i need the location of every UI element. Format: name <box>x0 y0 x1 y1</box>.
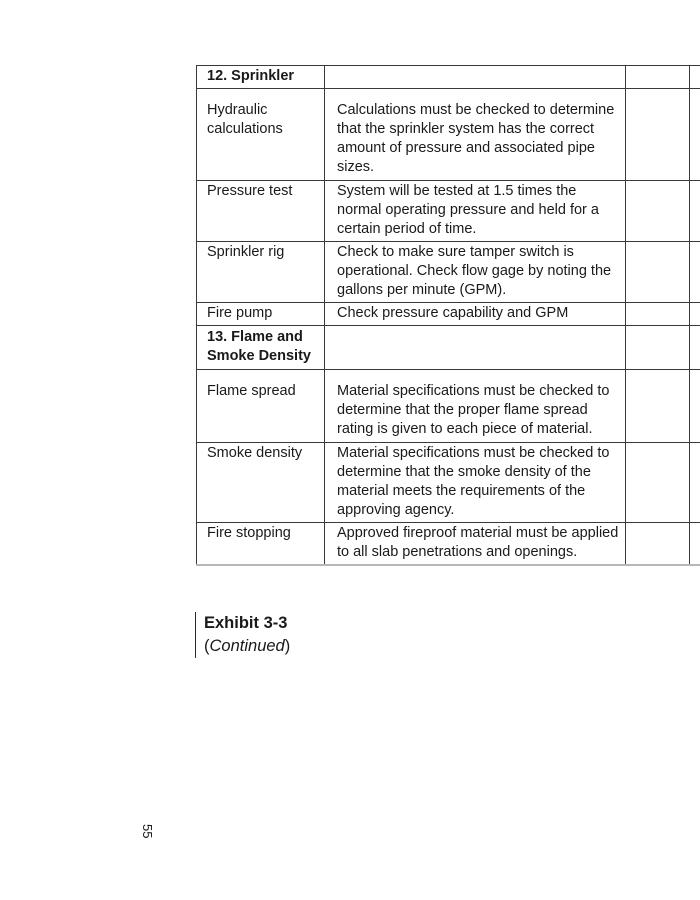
row-description <box>325 66 626 89</box>
table-row <box>197 66 700 89</box>
row-item: Flame spread <box>197 370 325 443</box>
table-row <box>197 443 700 523</box>
blank-cell <box>626 181 690 242</box>
row-description: Check to make sure tamper switch is operational. Check flow gage by noting the gallons per minute (GPM). <box>325 242 626 303</box>
row-item: Sprinkler rig <box>197 242 325 303</box>
subtitle-open-paren: ( <box>204 637 210 655</box>
blank-cell <box>626 523 690 566</box>
blank-cell <box>690 443 700 523</box>
row-item: Pressure test <box>197 181 325 242</box>
blank-cell <box>626 89 690 181</box>
blank-cell <box>626 66 690 89</box>
blank-cell <box>626 303 690 326</box>
blank-cell <box>626 242 690 303</box>
checklist-table <box>196 65 700 566</box>
row-item: Fire pump <box>197 303 325 326</box>
exhibit-title: Exhibit 3-3 <box>204 614 288 632</box>
blank-cell <box>690 370 700 443</box>
row-description: Check pressure capability and GPM <box>325 303 626 326</box>
row-description: Material specifications must be checked to determine that the proper flame spread rating is given to each piece of material. <box>325 370 626 443</box>
blank-cell <box>626 370 690 443</box>
section-heading-flame-smoke: 13. Flame and Smoke Density <box>197 326 325 370</box>
blank-cell <box>690 242 700 303</box>
section-heading-sprinkler: 12. Sprinkler <box>197 66 325 89</box>
row-description: Material specifications must be checked to determine that the smoke density of the material meets the requirements of the approving agency. <box>325 443 626 523</box>
row-description: Approved fireproof material must be applied to all slab penetrations and openings. <box>325 523 626 566</box>
blank-cell <box>626 326 690 370</box>
table-row <box>197 523 700 566</box>
table-row <box>197 89 700 181</box>
blank-cell <box>690 523 700 566</box>
page-number: 55 <box>140 824 155 839</box>
exhibit-caption <box>195 612 290 658</box>
blank-cell <box>690 303 700 326</box>
row-description <box>325 326 626 370</box>
row-item: Fire stopping <box>197 523 325 566</box>
row-item: Hydraulic calculations <box>197 89 325 181</box>
row-description: System will be tested at 1.5 times the normal operating pressure and held for a certain period of time. <box>325 181 626 242</box>
row-item: Smoke density <box>197 443 325 523</box>
blank-cell <box>690 66 700 89</box>
inspection-table <box>196 65 700 566</box>
table-row <box>197 181 700 242</box>
blank-cell <box>690 89 700 181</box>
row-description: Calculations must be checked to determine that the sprinkler system has the correct amount of pressure and associated pipe sizes. <box>325 89 626 181</box>
table-row <box>197 303 700 326</box>
subtitle-italic: Continued <box>209 637 285 655</box>
table-row <box>197 326 700 370</box>
blank-cell <box>690 181 700 242</box>
subtitle-close-paren: ) <box>284 637 291 655</box>
exhibit-subtitle <box>204 634 290 658</box>
blank-cell <box>690 326 700 370</box>
table-row <box>197 242 700 303</box>
blank-cell <box>626 443 690 523</box>
table-row <box>197 370 700 443</box>
